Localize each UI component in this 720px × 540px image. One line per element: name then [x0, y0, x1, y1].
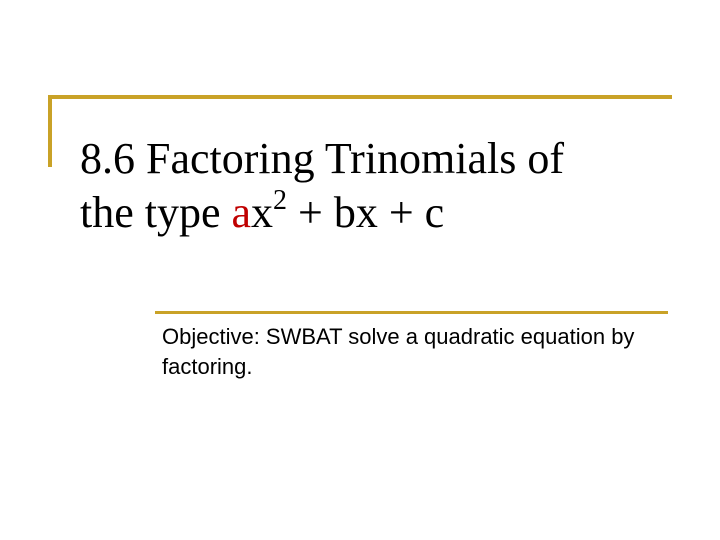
title-line-2-suffix: + bx + c [287, 188, 445, 237]
title-left-rule [48, 95, 52, 167]
slide-title [80, 132, 700, 240]
title-line-2 [80, 186, 700, 240]
title-line-1: 8.6 Factoring Trinomials of [80, 134, 565, 183]
title-top-rule [48, 95, 672, 99]
slide-subtitle: Objective: SWBAT solve a quadratic equation by factoring. [162, 324, 635, 379]
title-line-2-prefix: the type [80, 188, 232, 237]
title-exponent: 2 [273, 185, 288, 217]
subtitle-rule [155, 311, 668, 314]
title-variable-x: x [251, 188, 274, 237]
title-coefficient-a: a [231, 188, 252, 237]
